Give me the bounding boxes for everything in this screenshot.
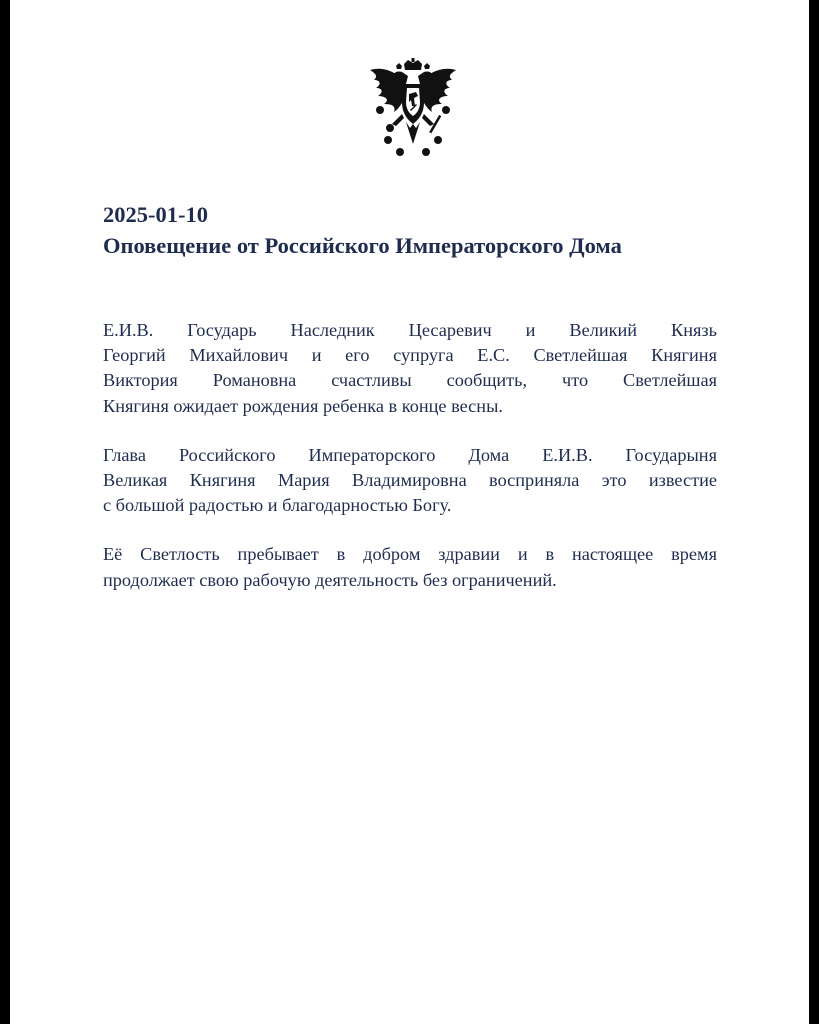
- paragraph-line: Георгий Михайлович и его супруга Е.С. Светлейшая Княгиня: [103, 345, 717, 366]
- paragraph-3: [103, 542, 717, 592]
- imperial-eagle-icon: [366, 58, 460, 158]
- paragraph-line: продолжает свою рабочую деятельность без ограничений.: [103, 569, 557, 590]
- paragraph-line: Её Светлость пребывает в добром здравии и в настоящее время: [103, 544, 717, 565]
- paragraph-line: с большой радостью и благодарностью Богу.: [103, 495, 452, 516]
- paragraph-line: Великая Княгиня Мария Владимировна восприняла это известие: [103, 470, 717, 491]
- paragraph-2: [103, 443, 717, 519]
- document-date: 2025-01-10: [103, 202, 208, 227]
- document-title: Оповещение от Российского Императорского Дома: [103, 233, 622, 258]
- document-body: [103, 318, 717, 617]
- document-page: [10, 0, 809, 1024]
- paragraph-line: Глава Российского Императорского Дома Е.И.В. Государыня: [103, 444, 717, 465]
- paragraph-1: [103, 318, 717, 419]
- document-heading: [103, 199, 622, 261]
- paragraph-line: Княгиня ожидает рождения ребенка в конце весны.: [103, 395, 503, 416]
- paragraph-line: Е.И.В. Государь Наследник Цесаревич и Великий Князь: [103, 320, 717, 340]
- paragraph-line: Виктория Романовна счастливы сообщить, что Светлейшая: [103, 370, 717, 391]
